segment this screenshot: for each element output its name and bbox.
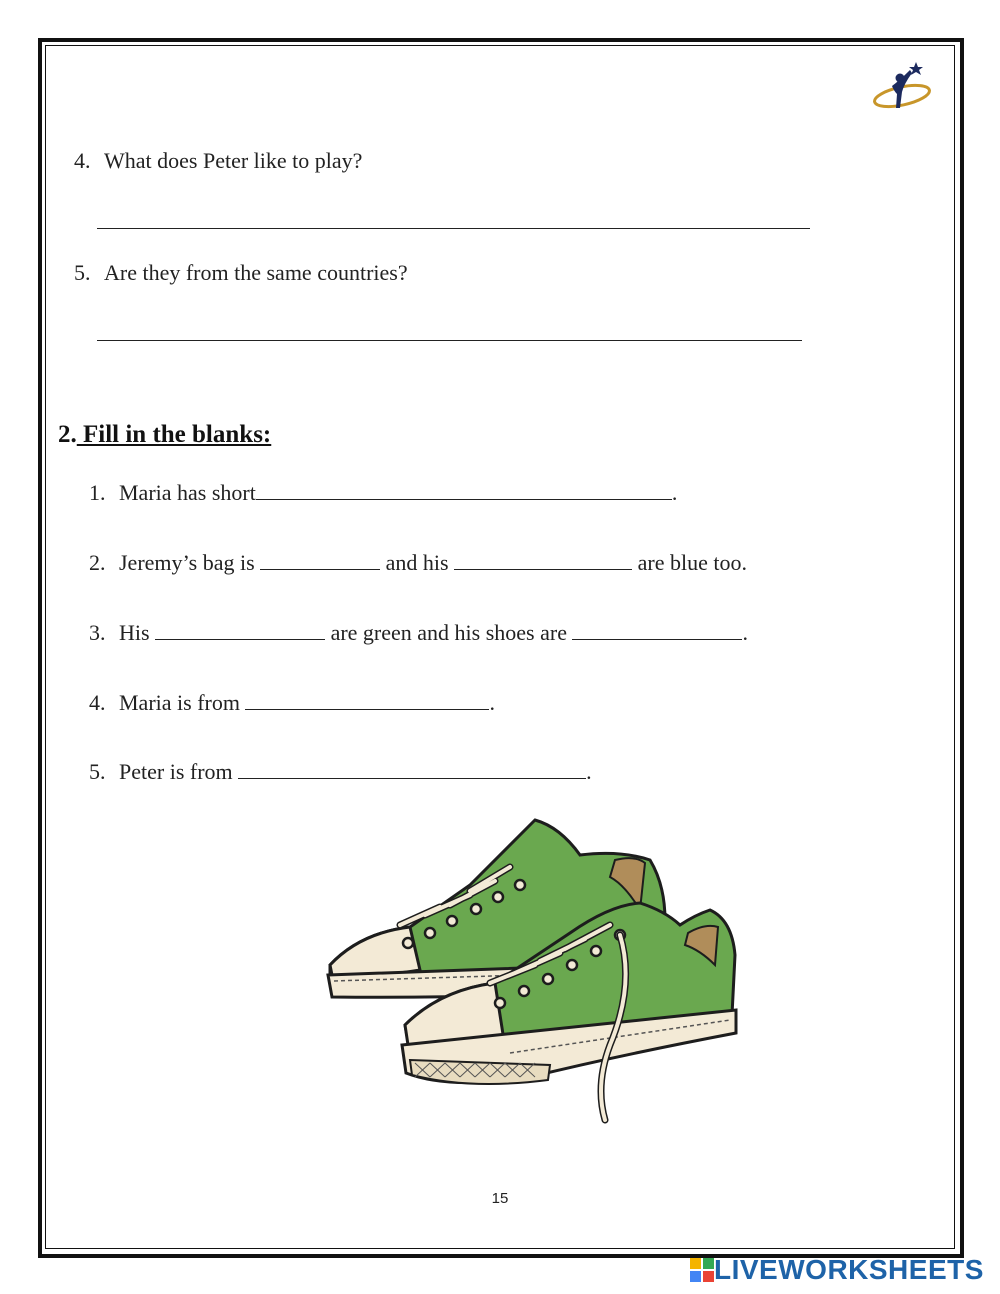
school-logo-icon (870, 58, 934, 118)
blank-field[interactable] (572, 621, 742, 640)
green-sneakers-image (320, 815, 740, 1130)
blank-item-2: 2. Jeremy’s bag is and his are blue too. (89, 550, 747, 575)
blank-item-5: 5. Peter is from . (89, 759, 592, 784)
blank-field[interactable] (454, 551, 632, 570)
watermark-text: LIVEWORKSHEETS (714, 1254, 984, 1285)
answer-line-5[interactable] (97, 340, 802, 341)
blank-field[interactable] (260, 551, 380, 570)
question-4: 4. What does Peter like to play? (74, 148, 363, 173)
blank-item-3: 3. His are green and his shoes are . (89, 620, 748, 645)
liveworksheets-watermark (690, 1255, 984, 1285)
blank-field[interactable] (155, 621, 325, 640)
liveworksheets-logo-icon (690, 1258, 714, 1282)
blank-field[interactable] (245, 691, 489, 710)
page-number: 15 (491, 1190, 509, 1207)
blank-item-1: 1. Maria has short . (89, 480, 678, 505)
question-5: 5. Are they from the same countries? (74, 260, 408, 285)
blank-item-4: 4. Maria is from . (89, 690, 495, 715)
blank-field[interactable] (256, 481, 672, 500)
section-heading: 2. Fill in the blanks: (58, 421, 272, 448)
blank-field[interactable] (238, 760, 586, 779)
answer-line-4[interactable] (97, 228, 810, 229)
